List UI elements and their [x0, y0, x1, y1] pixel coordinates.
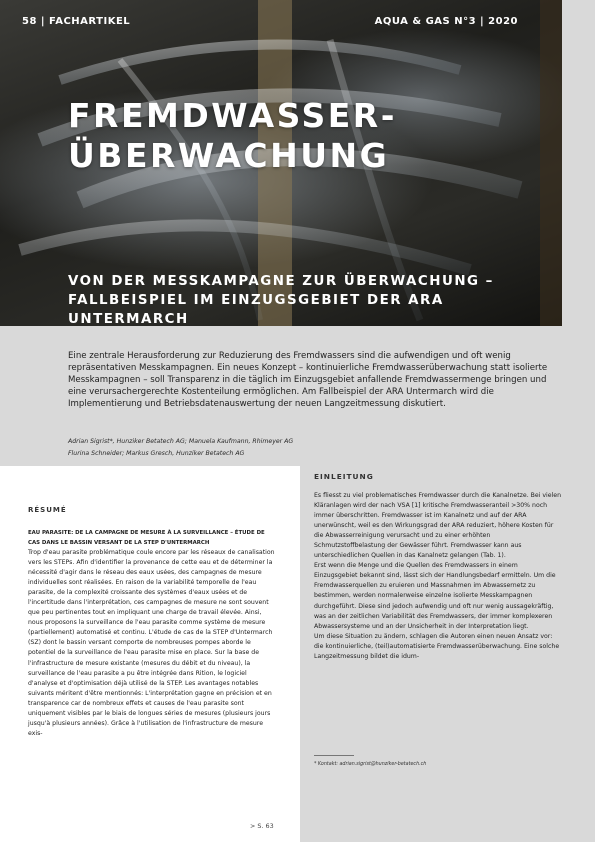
- hero-image: [0, 0, 562, 326]
- einleitung-paragraph-3: Um diese Situation zu ändern, schlagen die Autoren einen neuen Ansatz vor: die kontinuierliche, (teil)automatisierte Fremdwasserüberwachung. Eine solche Langzeitmessung bildet die idum-: [314, 632, 560, 660]
- einleitung-text: [314, 491, 562, 662]
- article-title-line2: ÜBERWACHUNG: [68, 136, 390, 175]
- resume-heading: RÉSUMÉ: [28, 506, 67, 514]
- article-subtitle-line1: VON DER MESSKAMPAGNE ZUR ÜBERWACHUNG –: [68, 274, 494, 289]
- lead-paragraph: Eine zentrale Herausforderung zur Reduzierung des Fremdwassers sind die aufwendigen und oft wenig repräsentativen Messkampagnen. Ein neues Konzept – kontinuierliche Fremdwasserüberwachung statt isolierte Messkampagnen – soll Transparenz in die täglich im Einzugsgebiet anfallende Fremdwassermenge bringen und eine verursachergerechte Kostenteilung ermöglichen. Am Fallbeispiel der ARA Untermarch wird die Implementierung und Betriebsdatenauswertung der neuen Langzeitmessung diskutiert.: [68, 351, 548, 409]
- article-title: [68, 96, 397, 176]
- author-list: [68, 436, 293, 459]
- resume-text: [28, 548, 276, 739]
- page-section-label: 58 | FACHARTIKEL: [22, 16, 131, 27]
- article-subtitle-line2: FALLBEISPIEL IM EINZUGSGEBIET DER ARA UNTERMARCH: [68, 293, 444, 326]
- author-line1: Adrian Sigrist*, Hunziker Betatech AG; Manuela Kaufmann, Rhimeyer AG: [68, 438, 294, 445]
- continued-page-link[interactable]: > S. 63: [250, 822, 274, 830]
- article-subtitle: [68, 272, 562, 326]
- author-line2: Flurina Schneider; Markus Gresch, Hunziker Betatech AG: [68, 449, 245, 457]
- resume-subheading: EAU PARASITE: DE LA CAMPAGNE DE MESURE À LA SURVEILLANCE – ÉTUDE DE CAS DANS LE BASSIN VERSANT DE LA STEP D'UNTERMARCH: [28, 530, 265, 546]
- contact-footnote: * Kontakt: adrian.sigrist@hunziker-betatech.ch: [314, 762, 427, 767]
- einleitung-paragraph-2: Erst wenn die Menge und die Quellen des Fremdwassers in einem Einzugsgebiet bekannt sind, lässt sich der Handlungsbedarf ermitteln. Um die Fremdwasserquellen zu eruieren und Massnahmen im Abwassernetz zu bestimmen, werden normalerweise einzelne isolierte Messkampagnen durchgeführt. Diese sind jedoch aufwendig und oft nur wenig aussagekräftig, was an der zeitlichen Variabilität des Fremdwassers, der immer komplexeren Abwassersysteme und an der Unsicherheit in der Interpretation liegt.: [314, 562, 556, 630]
- article-title-line1: FREMDWASSER-: [68, 96, 397, 135]
- journal-issue-label: AQUA & GAS N°3 | 2020: [374, 16, 518, 27]
- resume-paragraph: Trop d'eau parasite problématique coule encore par les réseaux de canalisation vers les STEPs. Afin d'identifier la provenance de cette eau et de déterminer la nécessité d'agir dans le réseau des eaux usées, des campagnes de mesure individuelles sont réalisées. En raison de la variabilité temporelle de l'eau parasite, de la complexité croissante des systèmes d'eaux usées et de l'incertitude dans l'interprétation, ces campagnes de mesure ne sont souvent que peu pertinentes tout en impliquant une charge de travail élevée. Ainsi, nous proposons la surveillance de l'eau parasite comme système de mesure (partiellement) automatisé et continu. L'étude de cas de la STEP d'Untermarch (SZ) dont le bassin versant comporte de nombreuses pompes aborde le potentiel de la surveillance de l'eau parasite mise en place. Sur la base de l'infrastructure de mesure existante (mesures du débit et du niveau), la surveillance de l'eau parasite a pu être intégrée dans Rition, le logiciel d'analyse et d'optimisation déjà utilisé de la STEP. Les avantages notables suivants méritent d'être mentionnés: L'interprétation gagne en précision et en transparence car de nombreux effets et causes de l'eau parasite sont uniquement visibles par le biais de longues séries de mesures (plusieurs jours jusqu'à plusieurs années). Grâce à l'utilisation de l'infrastructure de mesure exis-: [28, 549, 275, 737]
- einleitung-paragraph-1: Es fliesst zu viel problematisches Fremdwasser durch die Kanalnetze. Bei vielen Kläranlagen wird der nach VSA [1] kritische Fremdwasseranteil >30% noch immer überschritten. Fremdwasser ist im Kanalnetz und auf der ARA unerwünscht, weil es den Wirkungsgrad der ARA reduziert, höhere Kosten für die Abwasserreinigung verursacht und zu einer erhöhten Schmutzstoffbelastung der Gewässer führt. Fremdwasser kann aus unterschiedlichen Quellen in das Kanalnetz gelangen (Tab. 1).: [314, 492, 562, 560]
- einleitung-heading: EINLEITUNG: [314, 472, 374, 481]
- footnote-divider: [314, 755, 354, 756]
